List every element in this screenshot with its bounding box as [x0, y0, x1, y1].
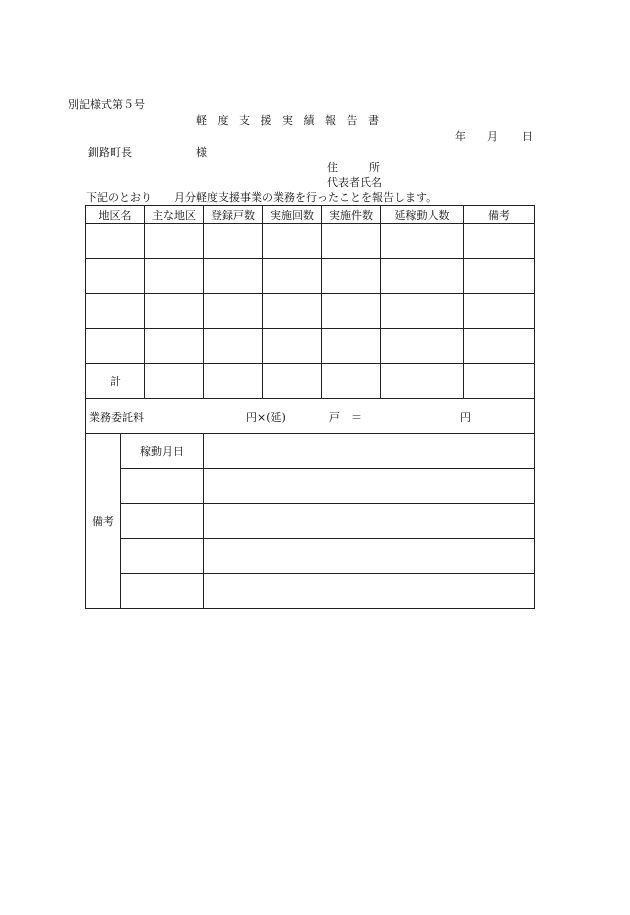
fee-cell[interactable] [86, 399, 535, 434]
remarks-row [86, 469, 535, 504]
table-cell[interactable] [322, 259, 381, 294]
table-row [86, 294, 535, 329]
table-cell[interactable] [86, 329, 145, 364]
fee-yen-times: 円×(延) [246, 411, 286, 424]
table-cell[interactable] [204, 329, 263, 364]
table-cell[interactable] [263, 364, 322, 399]
table-cell[interactable] [204, 294, 263, 329]
header-cell: 実施件数 [322, 206, 381, 224]
table-cell[interactable] [204, 364, 263, 399]
header-cell: 備考 [464, 206, 535, 224]
remarks-row [86, 504, 535, 539]
table-cell[interactable] [86, 259, 145, 294]
remarks-row [86, 539, 535, 574]
fee-yen: 円 [460, 411, 471, 424]
table-cell[interactable] [86, 224, 145, 259]
work-date-label: 稼動月日 [121, 434, 204, 469]
table-cell[interactable] [263, 294, 322, 329]
table-row [86, 329, 535, 364]
total-row [86, 364, 535, 399]
table-cell[interactable] [263, 329, 322, 364]
honorific: 様 [196, 146, 207, 159]
table-cell[interactable] [263, 224, 322, 259]
report-table [85, 205, 535, 609]
date-year-label: 年 [455, 130, 466, 143]
header-cell: 実施回数 [263, 206, 322, 224]
table-cell[interactable] [86, 294, 145, 329]
work-date-cell[interactable] [121, 469, 204, 504]
remarks-cell[interactable] [204, 469, 535, 504]
table-cell[interactable] [464, 364, 535, 399]
remarks-label: 備考 [86, 434, 121, 609]
table-row [86, 259, 535, 294]
total-label: 計 [86, 364, 145, 399]
remarks-cell[interactable] [204, 539, 535, 574]
table-cell[interactable] [145, 259, 204, 294]
fee-households-eq: 戸 ＝ [329, 411, 362, 424]
table-cell[interactable] [381, 364, 464, 399]
fee-row [86, 399, 535, 434]
work-date-cell[interactable] [121, 539, 204, 574]
remarks-row [86, 574, 535, 609]
work-date-cell[interactable] [121, 574, 204, 609]
table-cell[interactable] [145, 329, 204, 364]
document-title: 軽度支援実績報告書 [196, 114, 390, 127]
table-cell[interactable] [145, 364, 204, 399]
table-cell[interactable] [145, 224, 204, 259]
table-cell[interactable] [381, 259, 464, 294]
work-date-cell[interactable] [121, 504, 204, 539]
date-month-label: 月 [487, 130, 498, 143]
table-cell[interactable] [322, 224, 381, 259]
table-cell[interactable] [322, 364, 381, 399]
table-cell[interactable] [381, 224, 464, 259]
remarks-row [86, 434, 535, 469]
form-number: 別記様式第５号 [68, 98, 145, 111]
header-cell: 延稼動人数 [381, 206, 464, 224]
addressee: 釧路町長 [88, 146, 132, 159]
table-cell[interactable] [263, 259, 322, 294]
remarks-cell[interactable] [204, 504, 535, 539]
representative-label: 代表者氏名 [327, 176, 382, 189]
table-cell[interactable] [381, 294, 464, 329]
date-day-label: 日 [522, 130, 533, 143]
header-row [86, 206, 535, 224]
fee-label: 業務委託料 [89, 411, 144, 424]
intro-text: 下記のとおり 月分軽度支援事業の業務を行ったことを報告します。 [86, 191, 438, 204]
table-cell[interactable] [464, 224, 535, 259]
table-row [86, 224, 535, 259]
table-cell[interactable] [381, 329, 464, 364]
table-cell[interactable] [464, 294, 535, 329]
table-cell[interactable] [322, 329, 381, 364]
table-cell[interactable] [322, 294, 381, 329]
address-label: 住所 [327, 161, 411, 174]
header-cell: 登録戸数 [204, 206, 263, 224]
table-cell[interactable] [464, 329, 535, 364]
header-cell: 地区名 [86, 206, 145, 224]
header-cell: 主な地区 [145, 206, 204, 224]
table-cell[interactable] [204, 224, 263, 259]
table-cell[interactable] [464, 259, 535, 294]
table-cell[interactable] [145, 294, 204, 329]
remarks-cell[interactable] [204, 434, 535, 469]
table-cell[interactable] [204, 259, 263, 294]
remarks-cell[interactable] [204, 574, 535, 609]
